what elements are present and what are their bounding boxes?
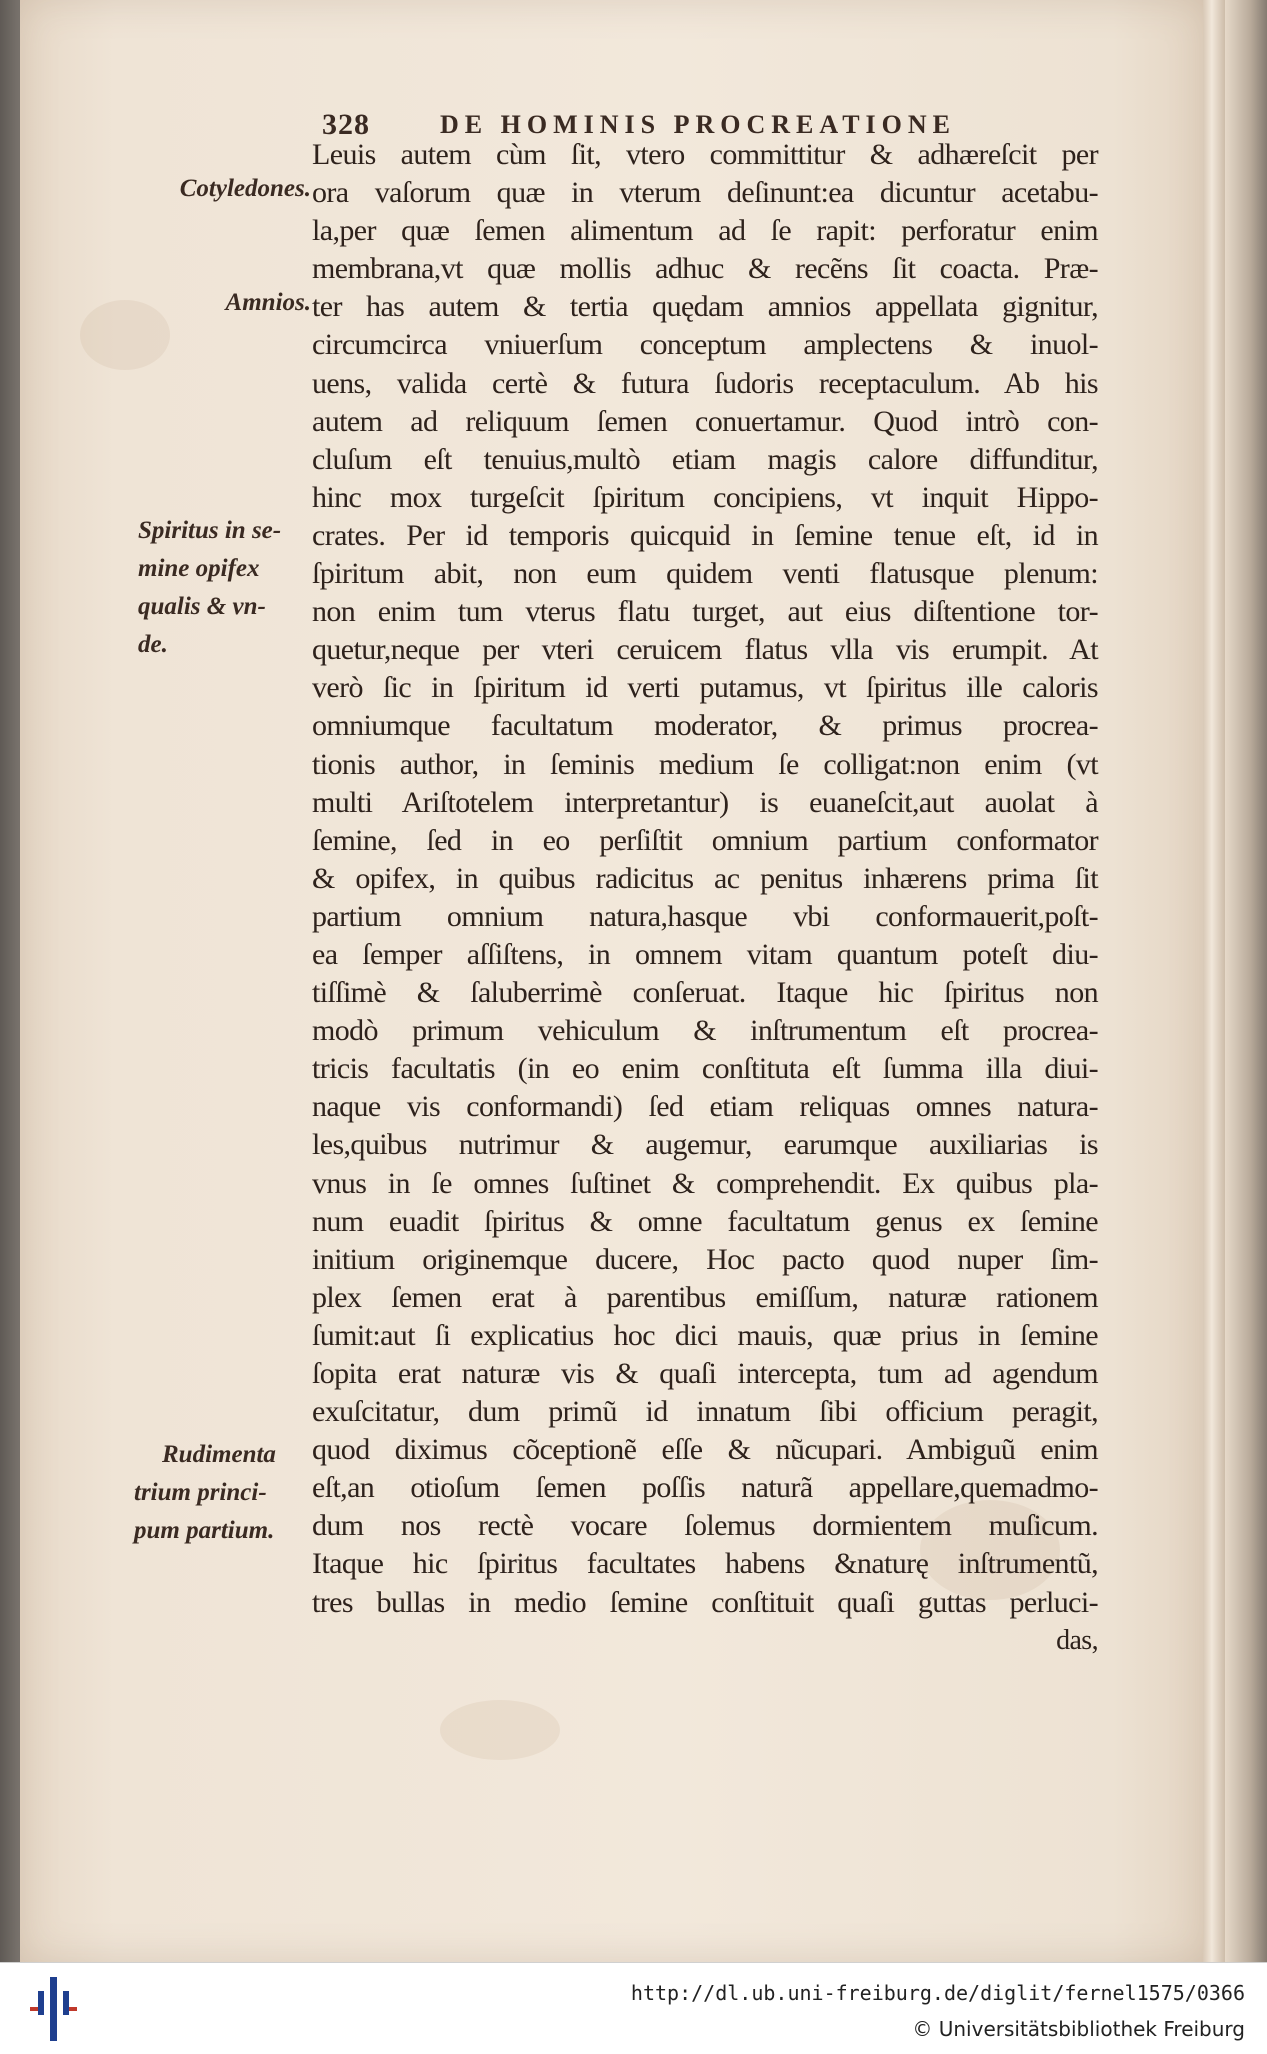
text-line: ſopita erat naturæ vis & quaſi intercepta, tum ad agendum [312,1357,1098,1390]
text-line: ſpiritum abit, non eum quidem venti flatusque plenum: [312,557,1098,591]
page-number: 328 [322,108,370,141]
copyright-notice: © Universitätsbibliothek Freiburg [912,2017,1245,2041]
text-line: plex ſemen erat à parentibus emiſſum, naturæ rationem [312,1280,1098,1314]
text-line: eſt,an otioſum ſemen poſſis naturã appellare,quemadmo- [312,1471,1098,1505]
margin-note-spiritus-4: de. [138,631,168,658]
permalink-url[interactable]: http://dl.ub.uni-freiburg.de/diglit/fernel1575/0366 [630,1981,1245,2005]
text-line: crates. Per id temporis quicquid in ſemine tenue eſt, id in [312,518,1098,552]
text-line: naque vis conformandi) ſed etiam reliquas omnes natura- [312,1090,1098,1124]
margin-note-rudimenta-3: pum partium. [134,1517,275,1544]
margin-note-rudimenta-2: trium princi- [134,1479,267,1506]
text-line: ea ſemper aſſiſtens, in omnem vitam quantum poteſt diu- [312,937,1098,971]
text-line: uens, valida certè & futura ſudoris receptaculum. Ab his [312,366,1098,400]
text-line: ter has autem & tertia quędam amnios appellata gignitur, [312,290,1098,324]
text-line: verò ſic in ſpiritum id verti putamus, vt ſpiritus ille caloris [312,671,1098,705]
text-line: tres bullas in medio ſemine conſtituit quaſi guttas perluci- [312,1585,1098,1619]
margin-note-spiritus-3: qualis & vn- [138,593,266,620]
library-logo-icon [30,1977,80,2041]
text-line: les,quibus nutrimur & augemur, earumque auxiliarias is [312,1128,1098,1162]
margin-note-cotyledones: Cotyledones. [179,175,311,202]
text-line: modò primum vehiculum & inſtrumentum eſt procrea- [312,1014,1098,1048]
text-line: omniumque facultatum moderator, & primus procrea- [312,709,1098,743]
text-line: circumcirca vniuerſum conceptum amplectens & inuol- [312,328,1098,362]
text-line: exuſcitatur, dum primũ id innatum ſibi officium peragit, [312,1395,1098,1429]
margin-note-spiritus-1: Spiritus in se- [138,517,282,544]
text-line: partium omnium natura,hasque vbi conformauerit,poſt- [312,899,1098,933]
text-line: la,per quæ ſemen alimentum ad ſe rapit: perforatur enim [312,214,1098,248]
text-line: initium originemque ducere, Hoc pacto quod nuper ſim- [312,1242,1098,1276]
main-text-block [312,136,1098,1660]
viewer-footer [0,1962,1267,2054]
running-title: DE HOMINIS PROCREATIONE [440,110,957,139]
text-line: vnus in ſe omnes ſuſtinet & comprehendit. Ex quibus pla- [312,1166,1098,1200]
text-line: ſemine, ſed in eo perſiſtit omnium partium conformator [312,823,1098,857]
text-line: Leuis autem cùm ſit, vtero committitur & adhæreſcit per [312,138,1098,171]
text-line: ora vaſorum quæ in vterum deſinunt:ea dicuntur acetabu- [312,176,1098,210]
text-line: ſumit:aut ſi explicatius hoc dici mauis, quæ prius in ſemine [312,1318,1098,1352]
text-line: tiſſimè & ſaluberrimè conſeruat. Itaque hic ſpiritus non [312,976,1098,1010]
text-line: autem ad reliquum ſemen conuertamur. Quod intrò con- [312,404,1098,438]
book-spine [1225,0,1267,1962]
catchword: das, [1056,1624,1098,1656]
text-line: membrana,vt quæ mollis adhuc & recẽns ſit coacta. Præ- [312,252,1098,286]
text-line: & opifex, in quibus radicitus ac penitus inhærens prima ſit [312,861,1098,895]
text-line: quetur,neque per vteri ceruicem flatus vlla vis erumpit. At [312,633,1098,667]
page-edge [1203,0,1225,1962]
margin-note-rudimenta-1: Rudimenta [162,1441,276,1468]
text-line: Itaque hic ſpiritus facultates habens &naturę inſtrumentũ, [312,1547,1098,1581]
text-line: tionis author, in ſeminis medium ſe colligat:non enim (vt [312,747,1098,781]
text-line: hinc mox turgeſcit ſpiritum concipiens, vt inquit Hippo- [312,480,1098,514]
text-line: quod diximus cõceptionẽ eſſe & nũcupari. Ambiguũ enim [312,1433,1098,1467]
margin-note-amnios: Amnios. [225,289,311,316]
text-line: num euadit ſpiritus & omne facultatum genus ex ſemine [312,1204,1098,1238]
margin-note-spiritus-2: mine opifex [138,555,260,582]
text-line: non enim tum vterus flatu turget, aut eius diſtentione tor- [312,595,1098,629]
text-line: multi Ariſtotelem interpretantur) is euaneſcit,aut auolat à [312,785,1098,819]
text-line: cluſum eſt tenuius,multò etiam magis calore diffunditur, [312,442,1098,476]
text-line: dum nos rectè vocare ſolemus dormientem muſicum. [312,1509,1098,1543]
text-line: tricis facultatis (in eo enim conſtituta eſt ſumma illa diui- [312,1052,1098,1086]
